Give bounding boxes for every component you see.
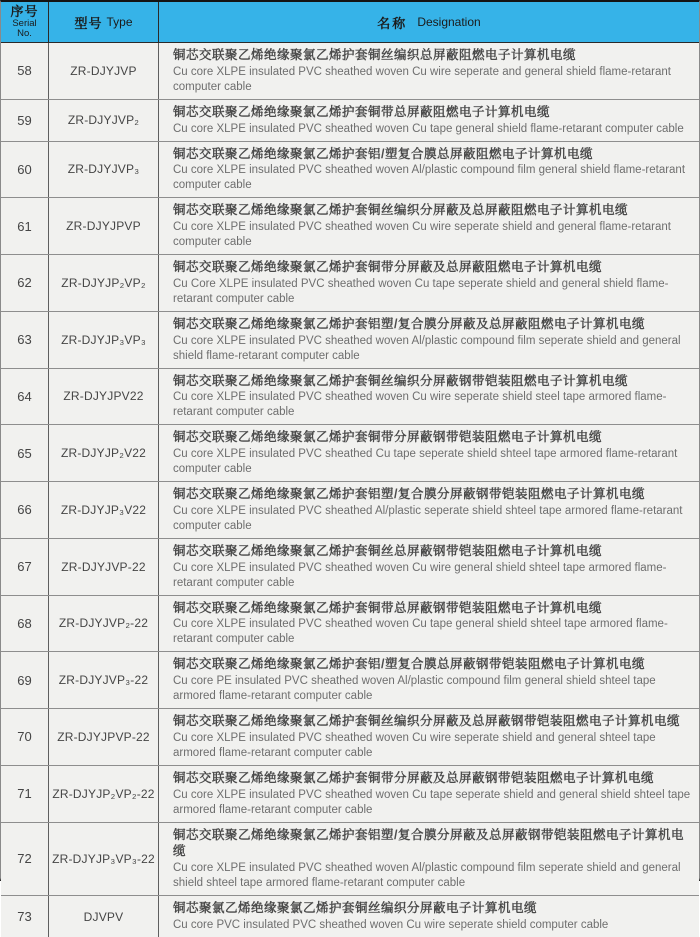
table-row — [1, 43, 699, 99]
designation-english: Cu core XLPE insulated PVC sheathed woven Cu wire seperate shield and general flame-retarant computer cable — [173, 221, 671, 249]
serial-number-cell: 70 — [1, 709, 49, 765]
table-row — [1, 99, 699, 141]
designation-english: Cu core XLPE insulated PVC sheathed Al/plastic seperate shield shteel tape armored flame-retarant computer cable — [173, 504, 683, 532]
designation-chinese: 铜芯交联聚乙烯绝缘聚氯乙烯护套铜带总屏蔽钢带铠装阻燃电子计算机电缆 — [173, 600, 603, 615]
designation-cell — [159, 312, 699, 368]
table-row — [1, 197, 699, 254]
table-row — [1, 895, 699, 937]
model-type-cell: ZR-DJYJVP₂ — [49, 100, 159, 141]
model-type-cell: ZR-DJYJVP₃-22 — [49, 652, 159, 708]
model-type-cell: ZR-DJYJPVP-22 — [49, 709, 159, 765]
designation-english: Cu core XLPE insulated PVC sheathed woven Cu wire seperate shield steel tape armored flame-retarant computer cable — [173, 391, 667, 419]
serial-number-cell: 61 — [1, 198, 49, 254]
table-row — [1, 424, 699, 481]
table-row — [1, 708, 699, 765]
designation-chinese: 铜芯交联聚乙烯绝缘聚氯乙烯护套铜带总屏蔽阻燃电子计算机电缆 — [173, 104, 551, 119]
table-row — [1, 481, 699, 538]
table-row — [1, 651, 699, 708]
designation-cell — [159, 652, 699, 708]
model-type-cell: ZR-DJYJP₂V22 — [49, 425, 159, 481]
table-row — [1, 141, 699, 198]
header-serial-en-line1: Serial — [12, 17, 37, 29]
model-type-cell: ZR-DJYJVP — [49, 43, 159, 99]
designation-chinese: 铜芯交联聚乙烯绝缘聚氯乙烯护套铜带分屏蔽及总屏蔽阻燃电子计算机电缆 — [173, 260, 603, 275]
designation-cell — [159, 482, 699, 538]
designation-cell — [159, 100, 699, 141]
table-body — [1, 43, 699, 937]
model-type-cell: ZR-DJYJPVP — [49, 198, 159, 254]
designation-english: Cu core PE insulated PVC sheathed woven Al/plastic compound film general shield shteel tape armored flame-retarant computer cable — [173, 675, 656, 703]
header-designation-cn: 名称 — [377, 15, 408, 31]
designation-english: Cu core XLPE insulated PVC sheathed woven Cu tape general shield flame-retarant computer cable — [173, 122, 684, 135]
header-type-en: Type — [106, 15, 133, 29]
header-designation-en: Designation — [417, 15, 481, 29]
designation-cell — [159, 43, 699, 99]
header-serial-cn: 序号 — [10, 4, 39, 20]
designation-english: Cu core XLPE insulated PVC sheathed woven Cu wire seperate shield and general shteel tape armored flame-retarant computer cable — [173, 731, 656, 759]
designation-chinese: 铜芯交联聚乙烯绝缘聚氯乙烯护套铝塑/复合膜分屏蔽钢带铠装阻燃电子计算机电缆 — [173, 487, 645, 502]
designation-chinese: 铜芯聚氯乙烯绝缘聚氯乙烯护套铜丝编织分屏蔽电子计算机电缆 — [173, 901, 538, 916]
designation-chinese: 铜芯交联聚乙烯绝缘聚氯乙烯护套铝/塑复合膜总屏蔽阻燃电子计算机电缆 — [173, 146, 593, 161]
designation-cell — [159, 539, 699, 595]
table-row — [1, 368, 699, 425]
designation-chinese: 铜芯交联聚乙烯绝缘聚氯乙烯护套铜丝总屏蔽钢带铠装阻燃电子计算机电缆 — [173, 543, 603, 558]
designation-cell — [159, 596, 699, 652]
designation-cell — [159, 823, 699, 896]
serial-number-cell: 71 — [1, 766, 49, 822]
table-row — [1, 822, 699, 896]
table-row — [1, 254, 699, 311]
designation-english: Cu Core XLPE insulated PVC sheathed woven Cu tape seperate shield and general shield flame-retarant computer cable — [173, 277, 669, 305]
serial-number-cell: 65 — [1, 425, 49, 481]
serial-number-cell: 62 — [1, 255, 49, 311]
model-type-cell: DJVPV — [49, 896, 159, 937]
model-type-cell: ZR-DJYJVP-22 — [49, 539, 159, 595]
serial-number-cell: 63 — [1, 312, 49, 368]
model-type-cell: ZR-DJYJP₂VP₂ — [49, 255, 159, 311]
designation-cell — [159, 766, 699, 822]
designation-chinese: 铜芯交联聚乙烯绝缘聚氯乙烯护套铜丝编织分屏蔽及总屏蔽阻燃电子计算机电缆 — [173, 203, 629, 218]
model-type-cell: ZR-DJYJPV22 — [49, 369, 159, 425]
header-cell-designation — [159, 2, 699, 42]
table-row — [1, 311, 699, 368]
designation-english: Cu core XLPE insulated PVC sheathed woven Al/plastic compound film general shield flame-retarant computer cable — [173, 164, 686, 192]
designation-chinese: 铜芯交联聚乙烯绝缘聚氯乙烯护套铜带分屏蔽及总屏蔽钢带铠装阻燃电子计算机电缆 — [173, 770, 655, 785]
table-row — [1, 765, 699, 822]
designation-chinese: 铜芯交联聚乙烯绝缘聚氯乙烯护套铝塑/复合膜分屏蔽及总屏蔽钢带铠装阻燃电子计算机电缆 — [173, 827, 684, 859]
designation-english: Cu core XLPE insulated PVC sheathed woven Cu wire seperate and general shield flame-retarant computer cable — [173, 65, 671, 93]
model-type-cell: ZR-DJYJP₃VP₃ — [49, 312, 159, 368]
serial-number-cell: 60 — [1, 142, 49, 198]
model-type-cell: ZR-DJYJVP₃ — [49, 142, 159, 198]
serial-number-cell: 66 — [1, 482, 49, 538]
designation-english: Cu core XLPE insulated PVC sheathed Cu tape seperate shield shteel tape armored flame-retarant computer cable — [173, 448, 678, 476]
serial-number-cell: 69 — [1, 652, 49, 708]
serial-number-cell: 64 — [1, 369, 49, 425]
designation-cell — [159, 142, 699, 198]
designation-english: Cu core XLPE insulated PVC sheathed woven Cu wire general shield shteel tape armored flame-retarant computer cable — [173, 561, 667, 589]
serial-number-cell: 58 — [1, 43, 49, 99]
header-type-cn: 型号 — [74, 15, 103, 31]
model-type-cell: ZR-DJYJP₂VP₂-22 — [49, 766, 159, 822]
designation-english: Cu core XLPE insulated PVC sheathed woven Al/plastic compound film seperate shield and general shield flame-retarant computer cable — [173, 334, 681, 362]
designation-cell — [159, 369, 699, 425]
header-cell-serial — [1, 2, 49, 42]
designation-chinese: 铜芯交联聚乙烯绝缘聚氯乙烯护套铜丝编织分屏蔽钢带铠装阻燃电子计算机电缆 — [173, 373, 629, 388]
serial-number-cell: 72 — [1, 823, 49, 896]
designation-cell — [159, 709, 699, 765]
designation-cell — [159, 255, 699, 311]
header-cell-type — [49, 2, 159, 42]
model-type-cell: ZR-DJYJP₃V22 — [49, 482, 159, 538]
designation-chinese: 铜芯交联聚乙烯绝缘聚氯乙烯护套铝塑/复合膜分屏蔽及总屏蔽阻燃电子计算机电缆 — [173, 316, 645, 331]
designation-cell — [159, 425, 699, 481]
designation-cell — [159, 198, 699, 254]
designation-chinese: 铜芯交联聚乙烯绝缘聚氯乙烯护套铜丝编织分屏蔽及总屏蔽钢带铠装阻燃电子计算机电缆 — [173, 714, 681, 729]
serial-number-cell: 68 — [1, 596, 49, 652]
serial-number-cell: 67 — [1, 539, 49, 595]
table-header-row — [1, 2, 699, 43]
serial-number-cell: 59 — [1, 100, 49, 141]
designation-chinese: 铜芯交联聚乙烯绝缘聚氯乙烯护套铜丝编织总屏蔽阻燃电子计算机电缆 — [173, 48, 577, 62]
model-type-cell: ZR-DJYJP₃VP₃-22 — [49, 823, 159, 896]
designation-chinese: 铜芯交联聚乙烯绝缘聚氯乙烯护套铝/塑复合膜总屏蔽钢带铠装阻燃电子计算机电缆 — [173, 657, 645, 672]
model-type-cell: ZR-DJYJVP₂-22 — [49, 596, 159, 652]
table-row — [1, 595, 699, 652]
designation-cell — [159, 896, 699, 937]
designation-english: Cu core XLPE insulated PVC sheathed woven Cu tape seperate shield and general shield shteel tape armored flame-retarant computer cable — [173, 788, 691, 816]
designation-english: Cu core PVC insulated PVC sheathed woven Cu wire seperate shield computer cable — [173, 919, 609, 932]
header-serial-en-line2: No. — [17, 27, 32, 39]
table-row — [1, 538, 699, 595]
serial-number-cell: 73 — [1, 896, 49, 937]
designation-chinese: 铜芯交联聚乙烯绝缘聚氯乙烯护套铜带分屏蔽钢带铠装阻燃电子计算机电缆 — [173, 430, 603, 445]
designation-english: Cu core XLPE insulated PVC sheathed woven Al/plastic compound film seperate shield and general shield shteel tape armored flame-retarant computer cable — [173, 862, 681, 890]
designation-english: Cu core XLPE insulated PVC sheathed woven Cu tape general shield shteel tape armored flame-retarant computer cable — [173, 618, 668, 646]
